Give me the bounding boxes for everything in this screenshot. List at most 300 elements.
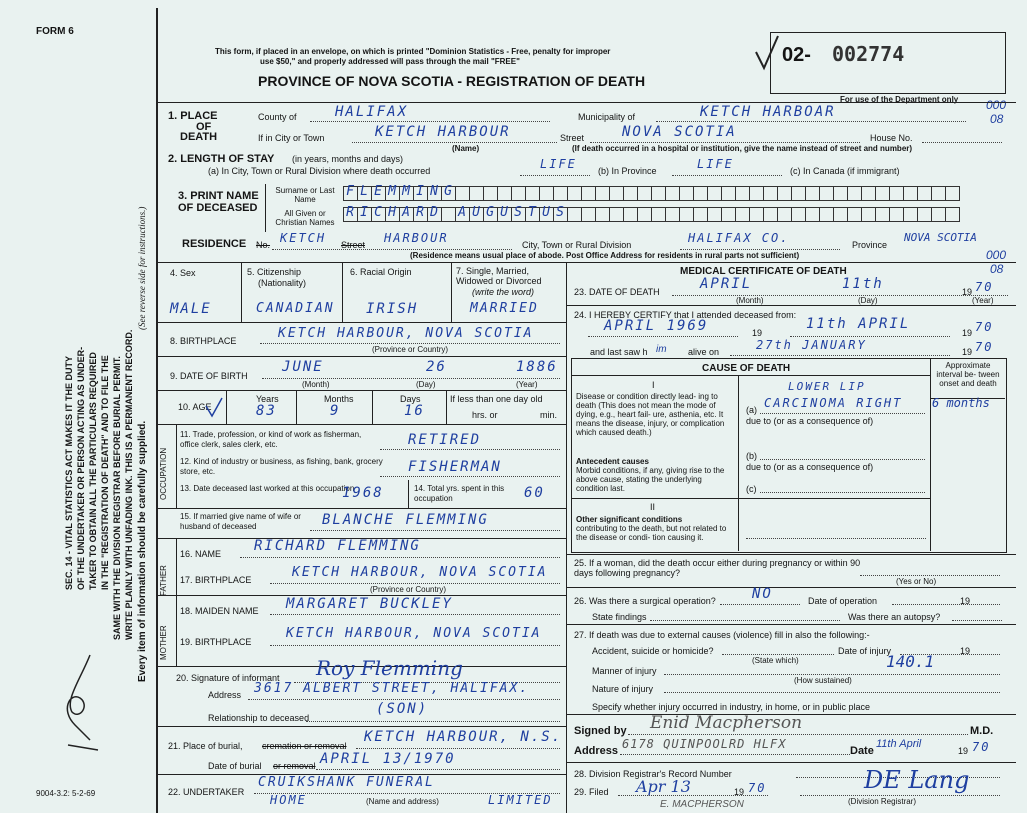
name-note: (Name) [452, 144, 480, 153]
filed-subscript: E. MACPHERSON [660, 799, 744, 810]
informant-address-value: 3617 ALBERT STREET, HALIFAX. [254, 681, 530, 696]
undertaker-label: 22. UNDERTAKER [168, 787, 245, 797]
undertaker-value: LIMITED [488, 793, 553, 807]
attended-to-year: 70 [975, 320, 994, 334]
letter-box [623, 186, 638, 201]
antecedent-label: Antecedent causes [576, 457, 649, 466]
signed-label: Signed by [574, 725, 627, 737]
divider [664, 674, 1000, 675]
alive-year-print: 19 [962, 347, 973, 357]
divider [226, 390, 227, 424]
antecedent-note: Morbid conditions, if any, giving rise to the above cause, stating the underlying condition last. [576, 466, 725, 493]
citizenship-note: (Nationality) [258, 278, 307, 288]
letter-box [847, 207, 862, 222]
letter-box [749, 207, 764, 222]
letter-box [609, 186, 624, 201]
letter-box [623, 207, 638, 222]
letter-box [763, 207, 778, 222]
divider [566, 262, 567, 813]
registration-prefix: 02- [782, 44, 811, 66]
citizenship-label: 5. Citizenship [247, 267, 302, 277]
stay-label: 2. LENGTH OF STAY [168, 153, 275, 165]
divider [620, 754, 850, 755]
dob-day: 26 [426, 359, 447, 375]
residence-city-label: City, Town or Rural Division [522, 240, 632, 250]
father-side-label: FATHER [159, 565, 168, 596]
total-years-label: 14. Total yrs. spent in this occupation [414, 484, 505, 503]
divider [656, 121, 966, 122]
divider [306, 721, 560, 722]
letter-box [539, 186, 554, 201]
registration-number: 002774 [832, 42, 905, 66]
letter-box [777, 207, 792, 222]
divider [800, 795, 1000, 796]
stay-city-label: (a) In City, Town or Rural Division where death occurred [208, 166, 431, 176]
manner-label: Manner of injury [592, 666, 657, 676]
name-letter: S [514, 205, 522, 220]
burial-date-value: APRIL 13/1970 [320, 751, 456, 767]
statute-line: SAME WITH THE DIVISION REGISTRAR BEFORE BURIAL PERMIT. [112, 356, 122, 640]
disease-label: Disease or condition directly lead- ing to death (This does not mean the mode of dying, e.g., heart fail- ure, asthenia, etc. It means the disease, injury, or complication which caused death.) [576, 392, 725, 437]
divider [262, 378, 560, 379]
sex-value: MALE [170, 301, 212, 317]
other-conditions-note: contributing to the death, but not related to the disease or condi- tion causing it. [576, 524, 727, 542]
less-label: If less than one day old [450, 394, 543, 404]
name-letter: L [360, 184, 368, 199]
divider [566, 305, 1016, 306]
divider [672, 175, 782, 176]
statute-line: OF THE UNDERTAKER OR PERSON ACTING AS UNDER- [76, 346, 86, 590]
spouse-value: BLANCHE FLEMMING [322, 512, 489, 528]
days-label: Days [400, 394, 421, 404]
dob-year-note: (Year) [516, 380, 538, 389]
alive-on-label: alive on [688, 347, 720, 357]
dept-code: 000 [986, 98, 1007, 112]
hrs-label: hrs. or [472, 410, 498, 420]
yes-no-note: (Yes or No) [896, 577, 937, 586]
specify-label: Specify whether injury occurred in industry, in home, or in public place [592, 702, 870, 712]
divider [722, 654, 834, 655]
filed-date: Apr 13 [636, 777, 691, 796]
letter-box [749, 186, 764, 201]
name-letter: U [472, 205, 480, 220]
father-birthplace-label: 17. BIRTHPLACE [180, 575, 252, 585]
death-date-label: 23. DATE OF DEATH [574, 287, 660, 297]
mother-birthplace-value: KETCH HARBOUR, NOVA SCOTIA [286, 626, 542, 641]
occupation-side-label: OCCUPATION [159, 447, 168, 500]
every-item-note: Every item of information should be carefully supplied. [137, 420, 148, 682]
certify-label: 24. I HEREBY CERTIFY that I attended deceased from: [574, 310, 797, 320]
due-to-b: due to (or as a consequence of) [746, 462, 874, 472]
divider [628, 734, 968, 735]
divider [760, 459, 925, 460]
letter-box [945, 186, 960, 201]
letter-box [861, 207, 876, 222]
state-findings: State findings [592, 612, 647, 622]
birthplace-label: 8. BIRTHPLACE [170, 336, 237, 346]
dept-code: 000 [986, 248, 1007, 262]
divider [342, 262, 343, 322]
death-year-note: (Year) [972, 296, 994, 305]
death-date-year: 70 [975, 280, 994, 294]
industry-value: FISHERMAN [408, 459, 502, 475]
stay-note: (in years, months and days) [292, 154, 404, 164]
divider [790, 336, 950, 337]
mother-maiden-label: 18. MAIDEN NAME [180, 606, 259, 616]
injury-date-label: Date of injury [838, 646, 892, 656]
burial-date-label: Date of burial [208, 761, 262, 771]
attended-from-year: 19 [752, 328, 763, 338]
informant-address-label: Address [208, 690, 242, 700]
divider [922, 142, 1002, 143]
surgery-value: NO [752, 586, 773, 602]
divider [380, 476, 560, 477]
min-label: min. [540, 410, 558, 420]
filed-label: 29. Filed [574, 787, 609, 797]
divider [296, 390, 297, 424]
divider [176, 424, 177, 508]
death-date-month: APRIL [700, 276, 753, 292]
divider [746, 538, 926, 539]
margin-signature [50, 650, 110, 760]
cause-a-prefix: LOWER LIP [788, 380, 866, 393]
dob-month-note: (Month) [302, 380, 330, 389]
divider [892, 604, 1000, 605]
divider [156, 390, 566, 391]
registrar-note: (Division Registrar) [848, 797, 917, 806]
name-letter: E [374, 184, 382, 199]
burial-struck: cremation or removal [262, 741, 347, 751]
divider [316, 769, 560, 770]
death-month-note: (Month) [736, 296, 764, 305]
county-label: County of [258, 112, 297, 122]
last-saw-label: and last saw h [590, 347, 648, 357]
informant-sig-label: 20. Signature of informant [176, 673, 280, 683]
divider [572, 375, 930, 376]
divider [240, 557, 560, 558]
divider [760, 413, 925, 414]
cause-title: CAUSE OF DEATH [702, 363, 791, 374]
hospital-note: (If death occurred in a hospital or institution, give the name instead of street and number) [572, 144, 913, 153]
divider [590, 142, 860, 143]
letter-box [833, 186, 848, 201]
letter-box [679, 186, 694, 201]
divider [408, 480, 409, 508]
age-label: 10. AGE [178, 402, 212, 412]
street-value: NOVA SCOTIA [622, 124, 737, 140]
last-worked-value: 1968 [342, 485, 384, 501]
stay-province-value: LIFE [697, 157, 734, 171]
interval-label: Approximate interval be- tween onset and death [936, 361, 1000, 388]
letter-box [595, 207, 610, 222]
name-letter: I [360, 205, 368, 220]
birthplace-note: (Province or Country) [372, 345, 449, 354]
divider [156, 102, 1016, 103]
divider [664, 692, 1000, 693]
trade-value: RETIRED [408, 432, 482, 448]
letter-box [833, 207, 848, 222]
letter-box [525, 186, 540, 201]
relationship-value: (SON) [376, 701, 429, 717]
undertaker-note: (Name and address) [366, 797, 439, 806]
woman-label: 25. If a woman, did the death occur either during pregnancy or within 90 days following pregnancy? [574, 558, 861, 578]
letter-box [791, 186, 806, 201]
check-mark-icon [752, 34, 782, 74]
name-letter: R [416, 205, 424, 220]
father-birthplace-note: (Province or Country) [370, 585, 447, 594]
letter-box [777, 186, 792, 201]
statute-line: TAKER TO OBTAIN ALL THE PARTICULARS REQUIRED [88, 352, 98, 590]
attended-to: 11th APRIL [806, 316, 911, 332]
divider [860, 575, 1000, 576]
letter-box [945, 207, 960, 222]
dept-code: 08 [990, 262, 1004, 276]
signed-date-value: 11th April [876, 738, 922, 750]
surgery-label: 26. Was there a surgical operation? [574, 596, 716, 606]
sex-label: 4. Sex [170, 268, 196, 278]
city-label: If in City or Town [258, 133, 325, 143]
stay-canada-label: (c) In Canada (if immigrant) [790, 166, 900, 176]
attended-to-year-print: 19 [962, 328, 973, 338]
letter-box [651, 186, 666, 201]
letter-box [483, 186, 498, 201]
postal-note: use $50," and properly addressed will pass through the mail "FREE" [260, 57, 520, 66]
divider [720, 604, 800, 605]
municipality-value: KETCH HARBOAR [700, 104, 836, 120]
divider [672, 295, 1008, 296]
last-saw-him: im [656, 344, 667, 355]
letter-box [721, 186, 736, 201]
physician-address-value: 6178 QUINPOOLRD HLFX [622, 737, 787, 751]
racial-value: IRISH [366, 301, 419, 317]
place-label: 1. PLACE [168, 110, 218, 122]
roman-one: I [652, 380, 655, 390]
municipality-label: Municipality of [578, 112, 636, 122]
divider [352, 142, 557, 143]
manner-code: 140.1 [886, 652, 935, 671]
letter-box [931, 186, 946, 201]
divider [380, 449, 560, 450]
dept-use-note: For use of the Department only [840, 95, 959, 104]
divider [680, 249, 840, 250]
divider [254, 793, 560, 794]
signed-year: 70 [972, 740, 991, 754]
name-letter: M [388, 184, 396, 199]
operation-date-label: Date of operation [808, 596, 878, 606]
letter-box [735, 186, 750, 201]
divider [372, 390, 373, 424]
footer-code: 9004-3.2: 5-2-69 [36, 789, 96, 798]
divider [156, 322, 566, 323]
statute-line: SEC. 14 - VITAL STATISTICS ACT MAKES IT THE DUTY [64, 355, 74, 590]
divider [451, 262, 452, 322]
house-label: House No. [870, 133, 913, 143]
name-letter: T [528, 205, 536, 220]
surname-value [343, 184, 455, 199]
citizenship-value: CANADIAN [256, 301, 335, 316]
residence-note: (Residence means usual place of abode. Post Office Address for residents in rural parts not sufficient) [410, 251, 800, 260]
letter-box [679, 207, 694, 222]
residence-no-label: No. [256, 240, 271, 250]
divider [730, 355, 950, 356]
death-day-note: (Day) [858, 296, 878, 305]
undertaker-value: HOME [270, 793, 307, 807]
cause-a-letter: (a) [746, 405, 757, 415]
divider [270, 614, 560, 615]
attended-from: APRIL 1969 [604, 318, 709, 334]
surname-label: Surname or Last Name [275, 186, 335, 204]
divider [760, 492, 925, 493]
given-name-value [343, 205, 567, 220]
divider [272, 249, 512, 250]
how-sustained-note: (How sustained) [794, 676, 852, 685]
dept-code: 08 [990, 112, 1004, 126]
letter-box [595, 186, 610, 201]
divider [952, 620, 1002, 621]
divider [618, 795, 768, 796]
divider [156, 508, 566, 509]
residence-no-value: KETCH [280, 231, 327, 245]
marital-note: (write the word) [472, 287, 535, 297]
marital-value: MARRIED [470, 301, 539, 316]
county-value: HALIFAX [335, 104, 409, 120]
letter-box [609, 207, 624, 222]
physician-address-label: Address [574, 745, 619, 757]
name-letter: U [542, 205, 550, 220]
divider [566, 624, 1016, 625]
undertaker-value: CRUIKSHANK FUNERAL [258, 775, 435, 790]
letter-box [665, 186, 680, 201]
due-to-a: due to (or as a consequence of) [746, 416, 874, 426]
cause-a-value: CARCINOMA RIGHT [764, 396, 903, 410]
name-letter: I [416, 184, 424, 199]
mother-maiden-value: MARGARET BUCKLEY [286, 596, 453, 612]
letter-box [917, 207, 932, 222]
divider [270, 583, 560, 584]
dob-month: JUNE [282, 359, 324, 375]
dob-day-note: (Day) [416, 380, 436, 389]
divider [156, 356, 566, 357]
letter-box [805, 207, 820, 222]
relationship-label: Relationship to deceased [208, 713, 310, 723]
interval-a-value: 6 months [932, 396, 990, 410]
registrar-signature: DE Lang [864, 766, 970, 794]
age-months: 9 [330, 403, 341, 419]
divider [650, 620, 840, 621]
letter-box [693, 186, 708, 201]
mother-birthplace-label: 19. BIRTHPLACE [180, 637, 252, 647]
months-label: Months [324, 394, 354, 404]
instruction-note: (See reverse side for instructions.) [137, 206, 147, 330]
name-letter: H [388, 205, 396, 220]
death-date-day: 11th [842, 276, 884, 292]
burial-place-value: KETCH HARBOUR, N.S. [364, 729, 563, 745]
residence-city-value: HALIFAX CO. [688, 231, 790, 245]
filed-year-print: 19 [734, 787, 745, 797]
divider [310, 121, 550, 122]
name-letter: R [346, 205, 354, 220]
residence-street-label: Street [341, 240, 366, 250]
divider [930, 358, 931, 551]
divider [156, 726, 566, 727]
divider [156, 262, 1016, 263]
external-label: 27. If death was due to external causes (violence) fill in also the following:- [574, 630, 870, 640]
md-label: M.D. [970, 725, 994, 737]
statute-line: IN THE "REGISTRATION OF DEATH" AND TO FILE THE [100, 355, 110, 590]
age-days: 16 [404, 403, 425, 419]
letter-box [903, 186, 918, 201]
alive-on-value: 27th JANUARY [756, 338, 867, 352]
name-letter: M [402, 184, 410, 199]
letter-box [931, 207, 946, 222]
signed-year-print: 19 [958, 746, 969, 756]
autopsy-label: Was there an autopsy? [848, 612, 941, 622]
divider [241, 262, 242, 322]
physician-signature: Enid Macpherson [650, 713, 803, 733]
letter-box [819, 207, 834, 222]
name-letter: U [500, 205, 508, 220]
letter-box [861, 186, 876, 201]
place-label: DEATH [180, 131, 218, 143]
place-label: OF [196, 121, 212, 133]
divider [566, 554, 1016, 555]
city-value: KETCH HARBOUR [375, 124, 511, 140]
name-letter: A [402, 205, 410, 220]
signed-date-label: Date [850, 745, 874, 757]
trade-label: 11. Trade, profession, or kind of work as fisherman, office clerk, sales clerk, etc. [180, 430, 362, 449]
letter-box [707, 207, 722, 222]
divider [572, 498, 930, 499]
letter-box [875, 207, 890, 222]
divider [310, 530, 560, 531]
medical-title: MEDICAL CERTIFICATE OF DEATH [680, 266, 847, 277]
father-birthplace-value: KETCH HARBOUR, NOVA SCOTIA [292, 565, 548, 580]
record-number-label: 28. Division Registrar's Record Number [574, 769, 732, 779]
letter-box [581, 207, 596, 222]
father-name-label: 16. NAME [180, 549, 222, 559]
street-label: Street [560, 133, 585, 143]
stay-province-label: (b) In Province [598, 166, 657, 176]
other-conditions-label: Other significant conditions [576, 515, 683, 524]
spouse-label: 15. If married give name of wife or husband of deceased [180, 512, 301, 531]
nature-label: Nature of injury [592, 684, 654, 694]
letter-box [707, 186, 722, 201]
name-letter: G [486, 205, 494, 220]
letter-box [791, 207, 806, 222]
letter-box [763, 186, 778, 201]
residence-province-label: Province [852, 240, 888, 250]
statute-line: WRITE PLAINLY WITH UNFADING INK. THIS IS A PERMANENT RECORD. [124, 329, 134, 640]
letter-box [721, 207, 736, 222]
divider [248, 699, 560, 700]
father-name-value: RICHARD FLEMMING [254, 538, 421, 554]
letter-box [553, 186, 568, 201]
informant-signature: Roy Flemming [316, 656, 463, 680]
cause-b-letter: (b) [746, 451, 757, 461]
years-label: Years [256, 394, 279, 404]
letter-box [735, 207, 750, 222]
letter-box [847, 186, 862, 201]
divider [566, 587, 1016, 588]
divider [265, 184, 266, 232]
operation-year: 19 [960, 596, 971, 606]
residence-label: RESIDENCE [182, 238, 247, 250]
postal-note: This form, if placed in an envelope, on which is printed "Dominion Statistics - Free, penalty for improper [215, 47, 611, 56]
divider [270, 645, 560, 646]
letter-box [469, 186, 484, 201]
total-years-value: 60 [524, 485, 545, 501]
divider [588, 336, 738, 337]
